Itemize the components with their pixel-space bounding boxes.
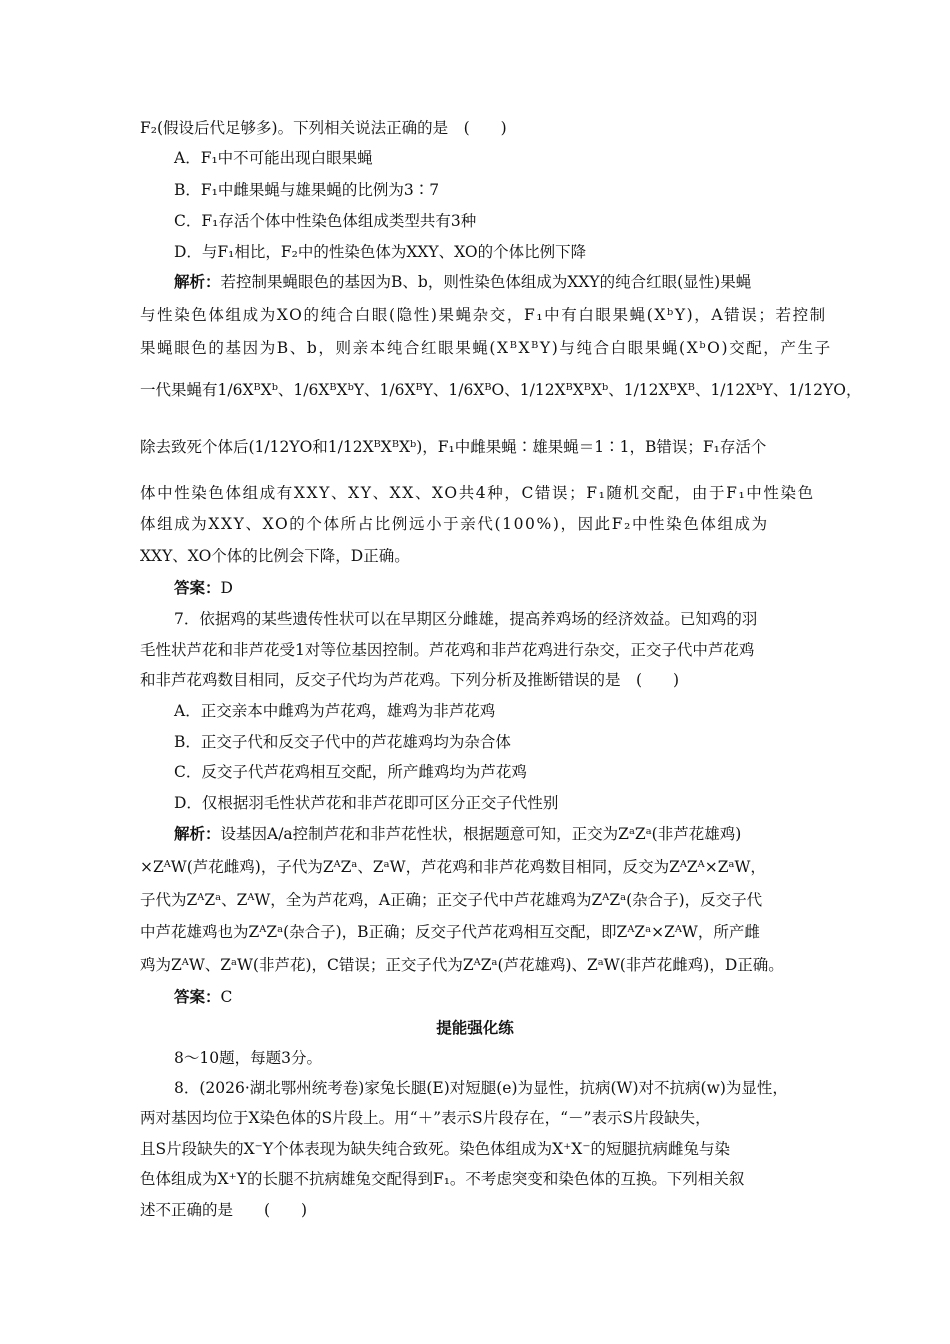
q6-analysis-line-2: 与性染色体组成为XO的纯合白眼(隐性)果蝇杂交，F₁中有白眼果蝇(XᵇY)，A错误；若控制 <box>140 306 827 324</box>
q7-answer <box>174 987 232 1007</box>
q6-analysis-line-5: 除去致死个体后(1/12YO和1/12XᴮXᴮXᵇ)，F₁中雌果蝇∶雄果蝇＝1∶1，B错误；F₁存活个 <box>140 438 767 456</box>
q7-analysis-line-3: 子代为ZᴬZᵃ、ZᴬW，全为芦花鸡，A正确；正交子代中芦花雄鸡为ZᴬZᵃ(杂合子)，反交子代 <box>140 891 763 909</box>
q7-analysis-line-2: ×ZᴬW(芦花雌鸡)，子代为ZᴬZᵃ、ZᵃW，芦花鸡和非芦花鸡数目相同，反交为ZᴬZᴬ×ZᵃW， <box>140 858 766 876</box>
q7-option-a: A．正交亲本中雌鸡为芦花鸡，雄鸡为非芦花鸡 <box>174 702 496 720</box>
analysis-text: 若控制果蝇眼色的基因为B、b，则性染色体组成为XXY的纯合红眼(显性)果蝇 <box>220 273 752 291</box>
q6-option-c: C．F₁存活个体中性染色体组成类型共有3种 <box>174 212 477 230</box>
q8-stem-line-5: 述不正确的是 ( ) <box>140 1201 308 1219</box>
answer-label: 答案： <box>174 579 221 597</box>
q7-option-b: B．正交子代和反交子代中的芦花雄鸡均为杂合体 <box>174 733 511 751</box>
analysis-label: 解析： <box>174 825 221 843</box>
q7-stem-line-2: 毛性状芦花和非芦花受1对等位基因控制。芦花鸡和非芦花鸡进行杂交，正交子代中芦花鸡 <box>140 641 755 659</box>
q6-option-a: A．F₁中不可能出现白眼果蝇 <box>174 149 373 167</box>
q6-analysis-line-4: 一代果蝇有1/6XᴮXᵇ、1/6XᴮXᵇY、1/6XᴮY、1/6XᴮO、1/12XᴮXᴮXᵇ、1/12XᴮXᴮ、1/12XᵇY、1/12YO， <box>140 381 862 399</box>
q6-analysis-line-3: 果蝇眼色的基因为B、b，则亲本纯合红眼果蝇(XᴮXᴮY)与纯合白眼果蝇(XᵇO)交配，产生子 <box>140 339 832 357</box>
q6-analysis-line-8: XXY、XO个体的比例会下降，D正确。 <box>140 547 410 565</box>
q8-stem-line-4: 色体组成为X⁺Y的长腿不抗病雄兔交配得到F₁。不考虑突变和染色体的互换。下列相关叙 <box>140 1170 745 1188</box>
q7-analysis-line-1 <box>174 824 741 844</box>
q7-stem-line-1: 7．依据鸡的某些遗传性状可以在早期区分雌雄，提高养鸡场的经济效益。已知鸡的羽 <box>174 610 758 628</box>
section-note: 8～10题，每题3分。 <box>174 1049 322 1067</box>
q6-analysis-line-1 <box>174 272 751 292</box>
q7-stem-line-3: 和非芦花鸡数目相同，反交子代均为芦花鸡。下列分析及推断错误的是 ( ) <box>140 671 680 689</box>
q6-stem-end: F₂(假设后代足够多)。下列相关说法正确的是 ( ) <box>140 119 507 137</box>
q6-analysis-line-6: 体中性染色体组成有XXY、XY、XX、XO共4种，C错误；F₁随机交配，由于F₁中性染色 <box>140 484 815 502</box>
answer-label: 答案： <box>174 988 221 1006</box>
q7-analysis-line-5: 鸡为ZᴬW、ZᵃW(非芦花)，C错误；正交子代为ZᴬZᵃ(芦花雄鸡)、ZᵃW(非芦花雌鸡)，D正确。 <box>140 956 784 974</box>
q7-analysis-line-4: 中芦花雄鸡也为ZᴬZᵃ(杂合子)，B正确；反交子代芦花鸡相互交配，即ZᴬZᵃ×ZᴬW，所产雌 <box>140 923 760 941</box>
analysis-text: 设基因A/a控制芦花和非芦花性状，根据题意可知，正交为ZᵃZᵃ(非芦花雄鸡) <box>220 825 742 843</box>
section-title: 提能强化练 <box>436 1018 514 1037</box>
q7-option-c: C．反交子代芦花鸡相互交配，所产雌鸡均为芦花鸡 <box>174 763 527 781</box>
q6-answer <box>174 578 233 598</box>
q6-analysis-line-7: 体组成为XXY、XO的个体所占比例远小于亲代(100%)，因此F₂中性染色体组成为 <box>140 515 769 533</box>
q7-option-d: D．仅根据羽毛性状芦花和非芦花即可区分正交子代性别 <box>174 794 559 812</box>
q6-option-b: B．F₁中雌果蝇与雄果蝇的比例为3∶7 <box>174 181 440 199</box>
analysis-label: 解析： <box>174 273 221 291</box>
q8-stem-line-2: 两对基因均位于X染色体的S片段上。用“＋”表示S片段存在，“－”表示S片段缺失， <box>140 1109 711 1127</box>
q6-option-d: D．与F₁相比，F₂中的性染色体为XXY、XO的个体比例下降 <box>174 243 587 261</box>
answer-value: D <box>220 579 233 597</box>
q8-stem-line-3: 且S片段缺失的X⁻Y个体表现为缺失纯合致死。染色体组成为X⁺X⁻的短腿抗病雌兔与染 <box>140 1140 731 1158</box>
q8-stem-line-1: 8．(2026·湖北鄂州统考卷)家兔长腿(E)对短腿(e)为显性，抗病(W)对不抗病(w)为显性， <box>174 1079 788 1097</box>
answer-value: C <box>220 988 233 1006</box>
